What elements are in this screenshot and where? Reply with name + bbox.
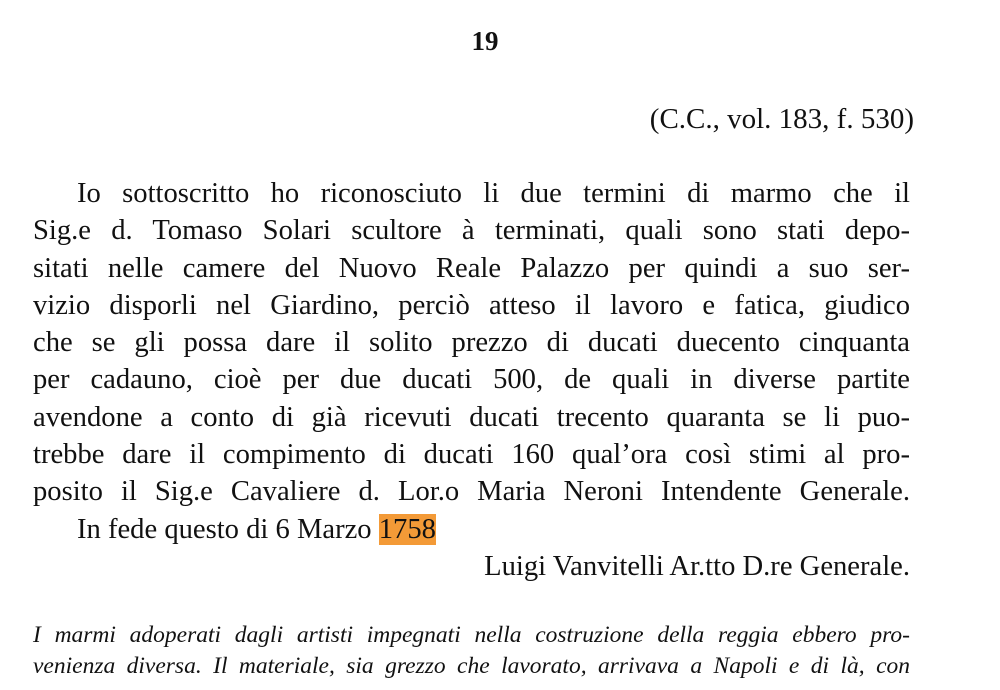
note-line: venienza diversa. Il materiale, sia grezzo che lavorato, arrivava a Napoli e di là, con bbox=[33, 653, 910, 679]
body-line: avendone a conto di già ricevuti ducati trecento quaranta se li puo- bbox=[33, 401, 910, 433]
body-line: Io sottoscritto ho riconosciuto li due termini di marmo che il bbox=[77, 178, 910, 209]
body-line: per cadauno, cioè per due ducati 500, de quali in diverse partite bbox=[33, 364, 910, 396]
archival-reference: (C.C., vol. 183, f. 530) bbox=[649, 103, 914, 135]
page-number: 19 bbox=[471, 26, 499, 56]
document-body bbox=[33, 175, 910, 585]
closing-text: In fede questo di 6 Marzo bbox=[77, 513, 379, 545]
body-line: posito il Sig.e Cavaliere d. Lor.o Maria Neroni Intendente Generale. bbox=[33, 476, 910, 508]
signature-line: Luigi Vanvitelli Ar.tto D.re Generale. bbox=[484, 550, 910, 582]
body-line: vizio disporli nel Giardino, perciò atteso il lavoro e fatica, giudico bbox=[33, 289, 910, 321]
commentary-note bbox=[33, 620, 910, 682]
body-line: trebbe dare il compimento di ducati 160 qual’ora così stimi al pro- bbox=[33, 439, 910, 471]
highlighted-year: 1758 bbox=[378, 513, 436, 545]
body-line: Sig.e d. Tomaso Solari scultore à terminati, quali sono stati depo- bbox=[33, 215, 910, 247]
closing-line bbox=[33, 511, 910, 548]
body-line: che se gli possa dare il solito prezzo di ducati duecento cinquanta bbox=[33, 327, 910, 359]
note-line: I marmi adoperati dagli artisti impegnati nella costruzione della reggia ebbero pro- bbox=[33, 622, 910, 648]
body-line: sitati nelle camere del Nuovo Reale Palazzo per quindi a suo ser- bbox=[33, 252, 910, 284]
